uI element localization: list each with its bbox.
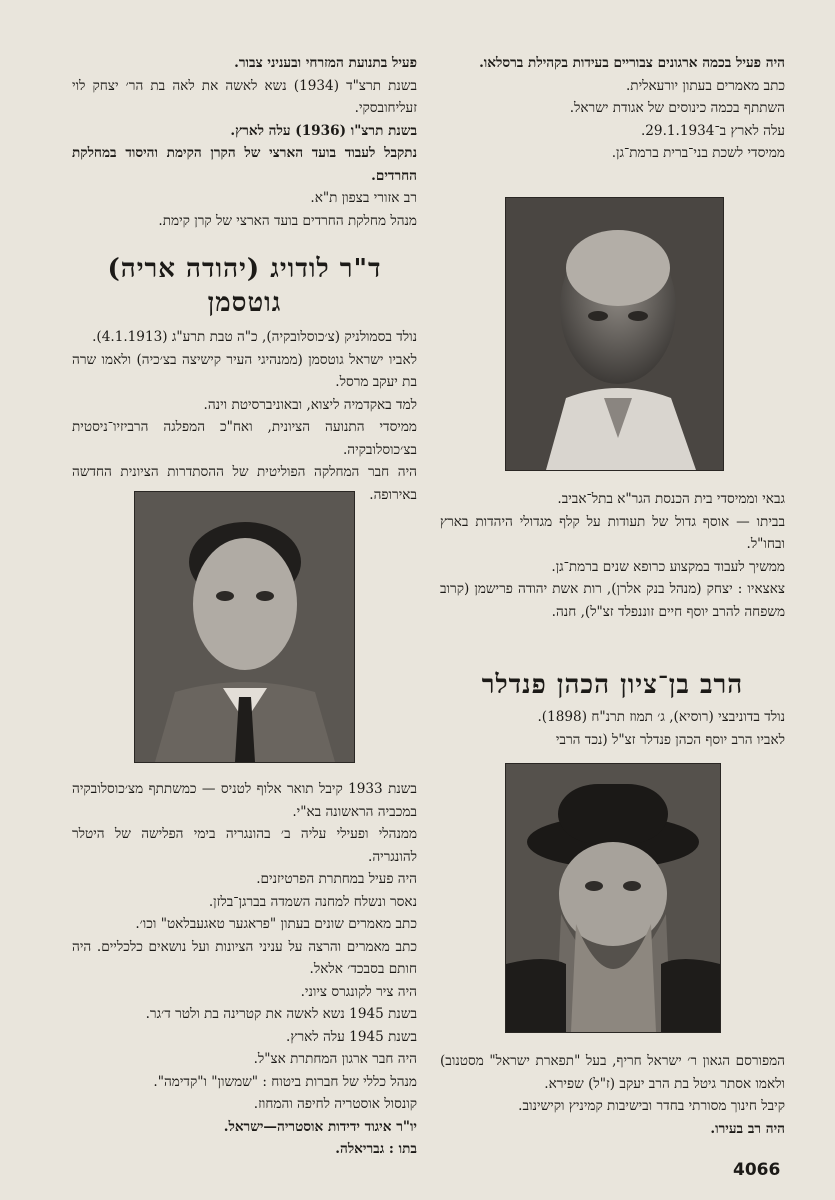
right-top-text — [440, 52, 785, 165]
text-line: נולד בדוניבצי (רוסיא), ג׳ תמוז תרנ"ח (1898). — [537, 709, 785, 725]
text-line: השתתף בכמה כינוסים של אגודת ישראל. — [569, 100, 785, 116]
text-line: בשנת 1945 עלה לארץ. — [286, 1028, 417, 1045]
text-line: מנהל כללי של חברות ביטוח : "שמשון" ו"קדימה". — [153, 1073, 417, 1090]
text-line: בתו : גבריאלה. — [335, 1141, 417, 1157]
bio-title: ד"ר לודויג (יהודה אריה) גוטסמן — [107, 254, 382, 318]
text-line: בשנת תרצ"ו (1936) עלה לארץ. — [230, 122, 417, 139]
text-line: בשנת תרצ"ד (1934) נשא לאשה את לאה בת הר׳ יצחק לוי זעליחובסקי. — [72, 77, 417, 116]
text-line: צאצאיו : יצחק (מנהל בנק אלרן), רות אשת יהודה פרישמן (קרוב משפחה להרב יוסף חיים זוננפלד זצ"ל), חנה. — [440, 581, 785, 620]
text-line: המפורסם הגאון ר׳ ישראל חריף, בעל "תפארת ישראל" מסטנוב) ולאמו אסתר גיטל בת הרב יעקב (ז"ל) שפירא. — [440, 1053, 785, 1092]
text-line: כתב מאמרים שונים בעתון "פראגער טאגעבלאט" וכו׳. — [135, 916, 417, 932]
text-line: נאסר ונשלח למחנה השמדה בברגן־בלזן. — [208, 893, 417, 910]
portrait-photo-bald-man — [506, 198, 723, 470]
text-line: היה חבר המחלקה הפוליטית של ההסתדרות הציונית החדשה באירופה. — [72, 464, 417, 503]
text-line: ממיסדי לשכת בני־ברית ברמת־גן. — [611, 145, 785, 161]
text-line: ממנהלי ופעילי עליה ב׳ בהונגריה בימי הפלישה של היטלר להונגריה. — [72, 826, 417, 865]
text-line: בשנת 1945 נשא לאשה את קטרינה בת ולטר ד׳גר. — [145, 1006, 417, 1022]
text-line: קיבל חינוך מסורתי בחדר ובישיבות קמיניץ וקישינוב. — [518, 1098, 785, 1114]
text-line: מנהל מחלקת החרדים בועד הארצי של קרן קימת. — [158, 212, 417, 229]
text-line: כתב מאמרים והרצה על עניני הציונות ועל נושאים כלכליים. היה חותם בסבכד׳ אלאל. — [72, 938, 417, 977]
text-line: ממשיך לעבוד במקצוע כרופא שנים ברמת־גן. — [551, 558, 785, 575]
text-line: קונסול אוסטריה לחיפה והמחוז. — [253, 1096, 417, 1112]
left-top-text — [72, 52, 417, 232]
bio-gutman — [72, 252, 417, 506]
text-line: היה פעיל בכמה ארגונים צבוריים בעידות בקהילת ברסלאו. — [479, 55, 785, 71]
text-line: היה ציר לקונגרס ציוני. — [300, 983, 417, 1000]
text-line: כתב מאמרים בעתון יורעאלית. — [625, 77, 785, 94]
text-line: היה פעיל במחתרת הפרטיזנים. — [256, 871, 417, 887]
text-line: פעיל בתנועת המזרחי ובעניני צבור. — [234, 55, 417, 71]
text-line: ממיסדי התנועה הציונית, ואח"כ המפלגה הרביזיו־ניסטית בצ׳כוסלובקיה. — [72, 419, 417, 458]
bio-title: הרב בן־ציון הכהן פנדלר — [481, 670, 744, 700]
text-line: למד באקדמיה ליצוא, ובאוניברסיטת וינה. — [203, 396, 417, 413]
text-line: גבאי וממיסדי בית הכנסת הגר"א בתל־אביב. — [557, 491, 785, 507]
page-number: 4066 — [733, 1160, 781, 1180]
text-line: בביתו — אוסף גדול של תעודות על קלף מגדולי היהדות בארץ ובחו"ל. — [440, 513, 785, 552]
text-line: יו"ר איגוד ידידות אוסטריה—ישראל. — [223, 1118, 417, 1135]
text-line: נולד בסמולניק (צ׳כוסלובקיה), כ"ה טבת תרע"ג (4.1.1913). — [92, 329, 417, 345]
portrait-photo-gutman — [135, 492, 354, 762]
bio-pendler-continued — [440, 1050, 785, 1140]
text-line: רב אזורי בצפון ת"א. — [310, 190, 417, 206]
bio-pendler — [440, 668, 785, 751]
text-line: עלה לארץ ב־29.1.1934. — [640, 122, 785, 139]
right-mid-text — [440, 488, 785, 623]
bio-gutman-continued — [72, 778, 417, 1161]
text-line: היה חבר ארגון המחתרת אצ"ל. — [253, 1051, 417, 1067]
text-line: לאביו הרב יוסף הכהן פנדלר זצ"ל (נכד הרבי — [555, 731, 785, 748]
text-line: לאביו ישראל גוטסמן (ממנהיגי העיר קישיצה בצ׳כיה) ולאמו שרה בת יעקב מרסל. — [72, 351, 417, 390]
text-line: היה רב בעירו. — [710, 1120, 785, 1137]
text-line: נתקבל לעבוד בועד הארצי של הקרן הקימת והיסוד במחלקת החרדים. — [72, 145, 417, 184]
portrait-photo-rabbi — [506, 764, 720, 1032]
text-line: בשנת 1933 קיבל תואר אלוף לטניס — כמשתתף מצ׳כוסלובקיה במכביה הראשונה בא"י. — [72, 781, 417, 820]
